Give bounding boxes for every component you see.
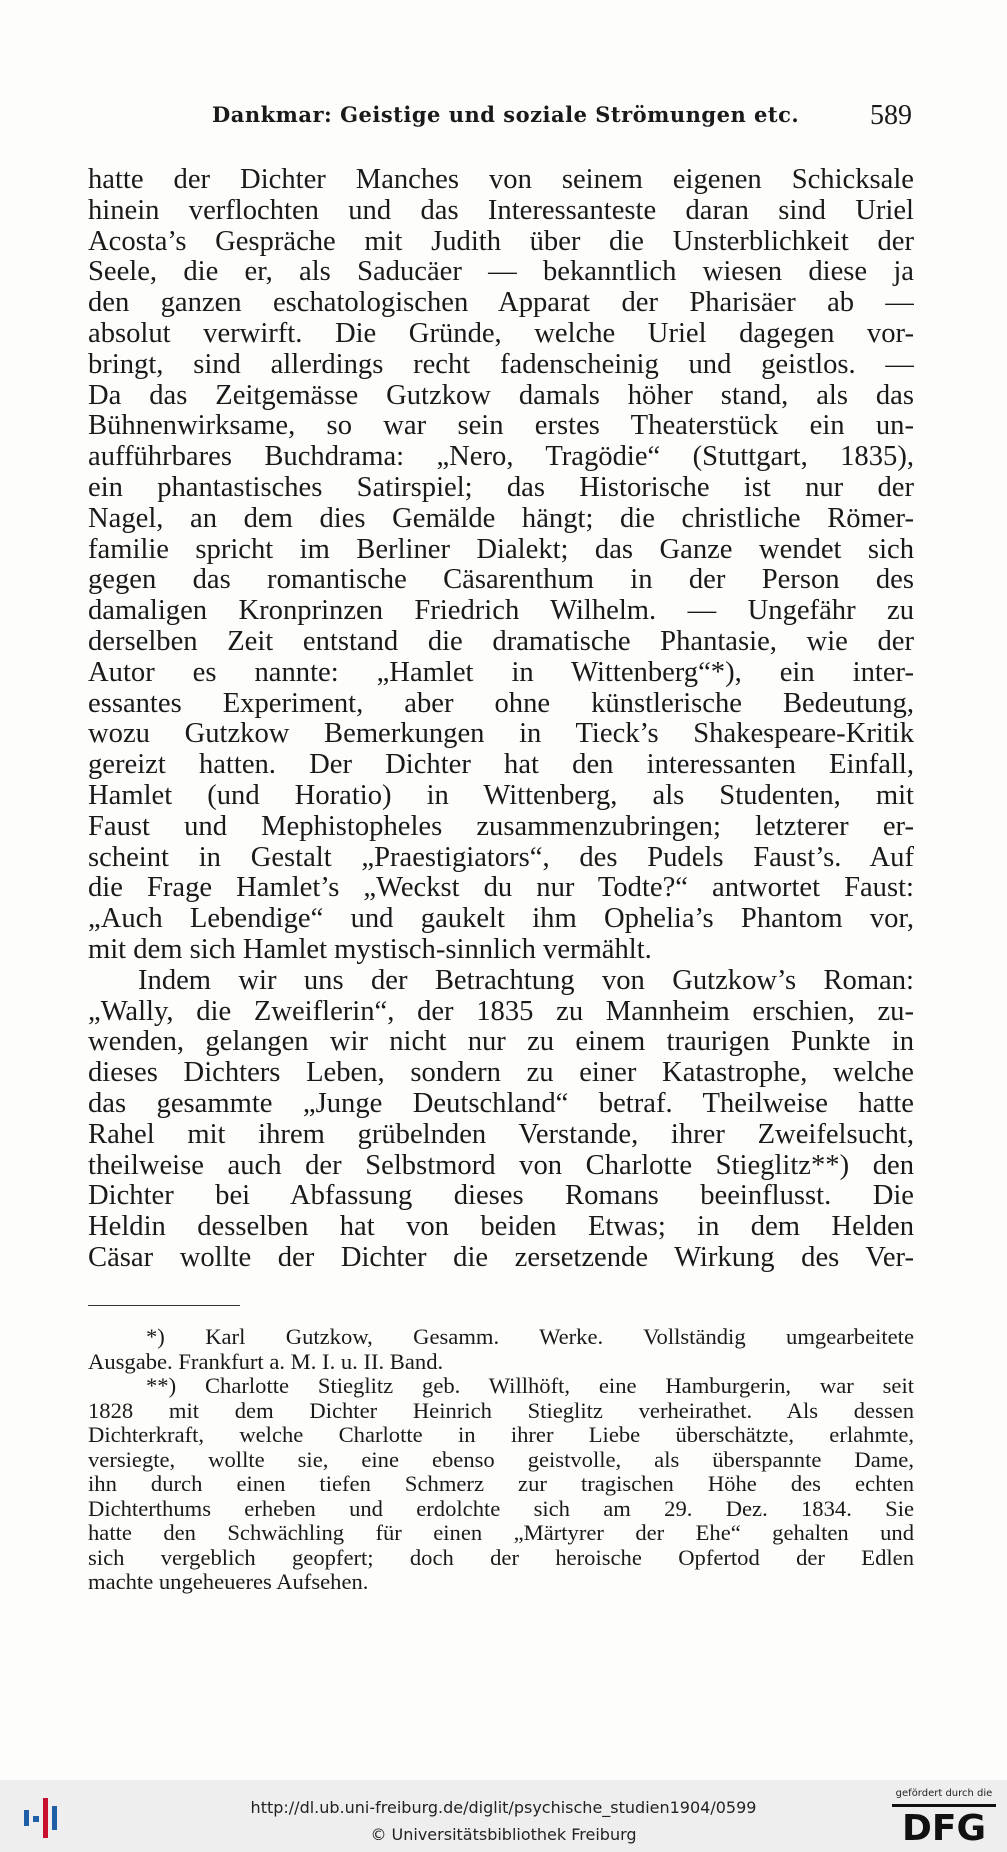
running-head [212, 102, 912, 138]
text-line: gereizt hatten. Der Dichter hat den interessanten Einfall, [88, 750, 914, 781]
footnotes [88, 1325, 914, 1595]
text-line: dieses Dichters Leben, sondern zu einer Katastrophe, welche [88, 1058, 914, 1089]
footnote-line: *) Karl Gutzkow, Gesamm. Werke. Vollständig umgearbeitete [146, 1325, 914, 1349]
text-line: hatte der Dichter Manches von seinem eigenen Schicksale [88, 165, 914, 195]
text-line: wenden, gelangen wir nicht nur zu einem traurigen Punkte in [88, 1027, 914, 1058]
text-line: Hamlet (und Horatio) in Wittenberg, als Studenten, mit [88, 780, 914, 811]
text-line: Da das Zeitgemässe Gutzkow damals höher stand, als das [88, 380, 914, 411]
text-line: theilweise auch der Selbstmord von Charlotte Stieglitz**) den [88, 1150, 914, 1181]
text-line: essantes Experiment, aber ohne künstlerische Bedeutung, [88, 688, 914, 719]
text-line: gegen das romantische Cäsarenthum in der Person des [88, 565, 914, 596]
text-line: ein phantastisches Satirspiel; das Historische ist nur der [88, 472, 914, 503]
footnote-line: versiegte, wollte sie, eine ebenso geistvolle, als überspannte Dame, [88, 1447, 914, 1472]
text-line: das gesammte „Junge Deutschland“ betraf. Theilweise hatte [88, 1088, 914, 1119]
text-line: Nagel, an dem dies Gemälde hängt; die christliche Römer- [88, 503, 914, 534]
text-line: absolut verwirft. Die Gründe, welche Uriel dagegen vor- [88, 318, 914, 349]
paragraph-start-line: Indem wir uns der Betrachtung von Gutzkow’s Roman: [138, 965, 914, 996]
text-line: Bühnenwirksame, so war sein erstes Theaterstück ein un- [88, 411, 914, 442]
dfg-sponsor [890, 1788, 1000, 1848]
text-line: „Auch Lebendige“ und gaukelt ihm Ophelia’s Phantom vor, [88, 904, 914, 935]
text-line: hinein verflochten und das Interessanteste daran sind Uriel [88, 195, 914, 226]
viewer-footer [0, 1780, 1007, 1852]
text-line: Cäsar wollte der Dichter die zersetzende Wirkung des Ver- [88, 1242, 914, 1273]
dfg-logo-icon [892, 1804, 996, 1844]
text-line: damaligen Kronprinzen Friedrich Wilhelm. — Ungefähr zu [88, 596, 914, 627]
footnote-line: sich vergeblich geopfert; doch der heroische Opfertod der Edlen [88, 1545, 914, 1570]
text-line: familie spricht im Berliner Dialekt; das Ganze wendet sich [88, 534, 914, 565]
text-line: „Wally, die Zweiflerin“, der 1835 zu Mannheim erschien, zu- [88, 996, 914, 1027]
text-line: Seele, die er, als Saducäer — bekanntlich wiesen diese ja [88, 257, 914, 288]
footnote-line: hatte den Schwächling für einen „Märtyrer der Ehe“ gehalten und [88, 1521, 914, 1545]
footnote-line: Dichterkraft, welche Charlotte in ihrer Liebe überschätzte, erlahmte, [88, 1423, 914, 1447]
text-line: scheint in Gestalt „Praestigiators“, des Pudels Faust’s. Auf [88, 842, 914, 873]
permalink-url[interactable]: http://dl.ub.uni-freiburg.de/diglit/psychische_studien1904/0599 [250, 1798, 757, 1817]
copyright-notice: © Universitätsbibliothek Freiburg [370, 1825, 637, 1844]
footnote-line: Ausgabe. Frankfurt a. M. I. u. II. Band. [88, 1349, 444, 1374]
text-line: mit dem sich Hamlet mystisch-sinnlich vermählt. [88, 934, 652, 965]
text-line: Dichter bei Abfassung dieses Romans beeinflusst. Die [88, 1181, 914, 1212]
text-line: Rahel mit ihrem grübelnden Verstande, ihrer Zweifelsucht, [88, 1119, 914, 1150]
text-line: Autor es nannte: „Hamlet in Wittenberg“*), ein inter- [88, 657, 914, 688]
text-line: wozu Gutzkow Bemerkungen in Tieck’s Shakespeare-Kritik [88, 719, 914, 750]
body-text [88, 165, 914, 1274]
footnote-line: **) Charlotte Stieglitz geb. Willhöft, eine Hamburgerin, war seit [146, 1374, 914, 1398]
footnote-line: 1828 mit dem Dichter Heinrich Stieglitz verheirathet. Als dessen [88, 1398, 914, 1423]
text-line: den ganzen eschatologischen Apparat der Pharisäer ab — [88, 288, 914, 319]
text-line: die Frage Hamlet’s „Weckst du nur Todte?“ antwortet Faust: [88, 873, 914, 904]
footnote-line: ihn durch einen tiefen Schmerz zur tragischen Höhe des echten [88, 1472, 914, 1496]
page-number: 589 [870, 100, 912, 131]
text-line: bringt, sind allerdings recht fadenscheinig und geistlos. — [88, 349, 914, 380]
text-line: Acosta’s Gespräche mit Judith über die Unsterblichkeit der [88, 226, 914, 257]
dfg-caption: gefördert durch die [895, 1788, 993, 1799]
text-line: derselben Zeit entstand die dramatische Phantasie, wie der [88, 626, 914, 657]
text-line: aufführbares Buchdrama: „Nero, Tragödie“ (Stuttgart, 1835), [88, 442, 914, 473]
text-line: Faust und Mephistopheles zusammenzubringen; letzterer er- [88, 811, 914, 842]
running-title: Dankmar: Geistige und soziale Strömungen etc. [212, 102, 800, 127]
text-line: Heldin desselben hat von beiden Etwas; in dem Helden [88, 1212, 914, 1243]
footnote-line: machte ungeheueres Aufsehen. [88, 1570, 369, 1594]
footnote-divider [88, 1305, 240, 1306]
dfg-logo-text: DFG [901, 1808, 987, 1844]
footnote-line: Dichterthums erheben und erdolchte sich am 29. Dez. 1834. Sie [88, 1496, 914, 1521]
